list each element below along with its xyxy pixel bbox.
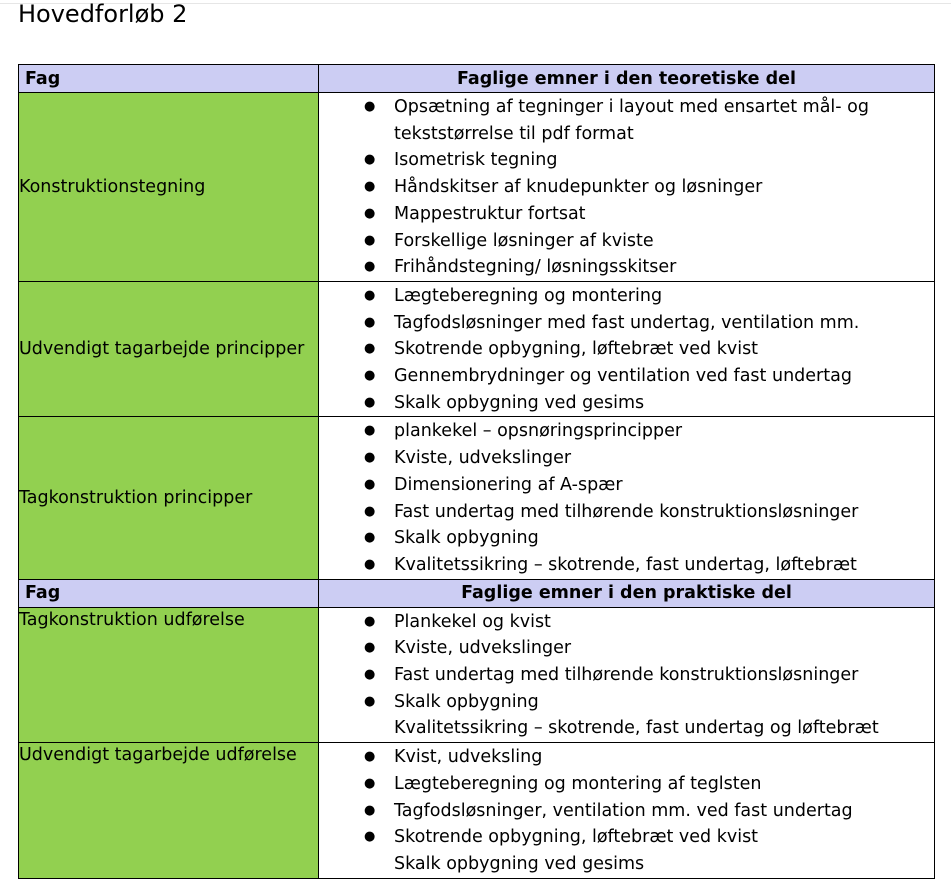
bullet-icon [364,472,375,499]
list-item-text: Skotrende opbygning, løftebræt ved kvist [394,827,759,848]
header-topics: Faglige emner i den praktiske del [319,579,935,607]
list-item [319,228,934,255]
list-item [319,121,934,148]
list-item [319,798,934,825]
subject-cell: Udvendigt tagarbejde principper [19,281,319,417]
list-item [319,283,934,310]
list-item [319,445,934,472]
list-item-text: Tagfodsløsninger med fast undertag, ventilation mm. [394,312,860,333]
topics-cell [319,281,935,417]
bullet-icon [364,525,375,552]
list-item [319,390,934,417]
bullet-icon [364,310,375,337]
list-item [319,635,934,662]
list-item [319,851,934,878]
list-item-text: plankekel – opsnøringsprincipper [394,421,683,442]
list-item-text: Skotrende opbygning, løftebræt ved kvist [394,339,759,360]
list-item [319,363,934,390]
bullet-icon [364,662,375,689]
page-title: Hovedforløb 2 [18,0,188,28]
list-item-text: Lægteberegning og montering af teglsten [394,773,762,794]
bullet-icon [364,254,375,281]
list-item [319,336,934,363]
list-item [319,744,934,771]
list-item [319,310,934,337]
list-item-text: Kvist, udveksling [394,747,543,768]
list-item-text: Mappestruktur fortsat [394,203,586,224]
list-item-text: Plankekel og kvist [394,611,551,632]
bullet-icon [364,824,375,851]
list-item-text: Frihåndstegning/ løsningsskitser [394,257,677,278]
bullet-icon [364,609,375,636]
bullet-icon [364,228,375,255]
list-item-text: Kviste, udvekslinger [394,638,572,659]
bullet-icon [364,771,375,798]
bullet-icon [364,445,375,472]
curriculum-table [18,64,935,879]
topic-list [319,93,934,281]
list-item [319,201,934,228]
bullet-icon [364,798,375,825]
list-item-text: Skalk opbygning ved gesims [394,392,645,413]
list-item-text: Fast undertag med tilhørende konstruktionsløsninger [394,501,859,522]
list-item-text: Håndskitser af knudepunkter og løsninger [394,177,763,198]
list-item [319,689,934,716]
table-row [19,607,935,743]
list-item-text: Skalk opbygning [394,691,539,712]
subject-cell: Konstruktionstegning [19,93,319,282]
subject-cell: Udvendigt tagarbejde udførelse [19,743,319,879]
topics-cell [319,93,935,282]
list-item [319,824,934,851]
list-item-text: Dimensionering af A-spær [394,474,623,495]
header-fag: Fag [19,65,319,93]
list-item [319,662,934,689]
topics-cell [319,607,935,743]
bullet-icon [364,499,375,526]
topics-cell [319,417,935,579]
list-item-text: Skalk opbygning ved gesims [394,853,645,874]
list-item [319,147,934,174]
bullet-icon [364,635,375,662]
header-topics: Faglige emner i den teoretiske del [319,65,935,93]
topic-list [319,608,934,743]
list-item [319,472,934,499]
list-item-text: Isometrisk tegning [394,150,558,171]
list-item [319,609,934,636]
topic-list [319,417,934,578]
header-fag: Fag [19,579,319,607]
list-item-text: Lægteberegning og montering [394,285,663,306]
list-item-text: Opsætning af tegninger i layout med ensartet mål- og [394,97,869,117]
topic-list [319,743,934,878]
list-item-text: Skalk opbygning [394,528,539,549]
bullet-icon [364,363,375,390]
list-item [319,418,934,445]
bullet-icon [364,390,375,417]
list-item-text: Tagfodsløsninger, ventilation mm. ved fast undertag [394,800,853,821]
table-row [19,93,935,282]
list-item [319,552,934,579]
list-item [319,715,934,742]
list-item-text: Kvalitetssikring – skotrende, fast undertag, løftebræt [394,554,857,575]
bullet-icon [364,283,375,310]
list-item [319,771,934,798]
bullet-icon [364,201,375,228]
list-item [319,499,934,526]
list-item-text: Kvalitetssikring – skotrende, fast undertag og løftebræt [394,718,879,739]
list-item-text: Forskellige løsninger af kviste [394,230,654,251]
table-row [19,743,935,879]
bullet-icon [364,174,375,201]
list-item-text: Fast undertag med tilhørende konstruktionsløsninger [394,665,859,686]
list-item [319,94,934,121]
list-item-text: Kviste, udvekslinger [394,448,572,469]
list-item [319,525,934,552]
table-row [19,281,935,417]
bullet-icon [364,94,375,121]
table-header-row [19,579,935,607]
bullet-icon [364,147,375,174]
subject-cell: Tagkonstruktion principper [19,417,319,579]
bullet-icon [364,744,375,771]
bullet-icon [364,336,375,363]
table-header-row [19,65,935,93]
topic-list [319,282,934,417]
bullet-icon [364,689,375,716]
list-item [319,254,934,281]
topics-cell [319,743,935,879]
bullet-icon [364,552,375,579]
subject-cell: Tagkonstruktion udførelse [19,607,319,743]
table-row [19,417,935,579]
list-item-text: Gennembrydninger og ventilation ved fast undertag [394,366,852,387]
list-item [319,174,934,201]
bullet-icon [364,418,375,445]
list-item-text: tekststørrelse til pdf format [394,123,634,144]
